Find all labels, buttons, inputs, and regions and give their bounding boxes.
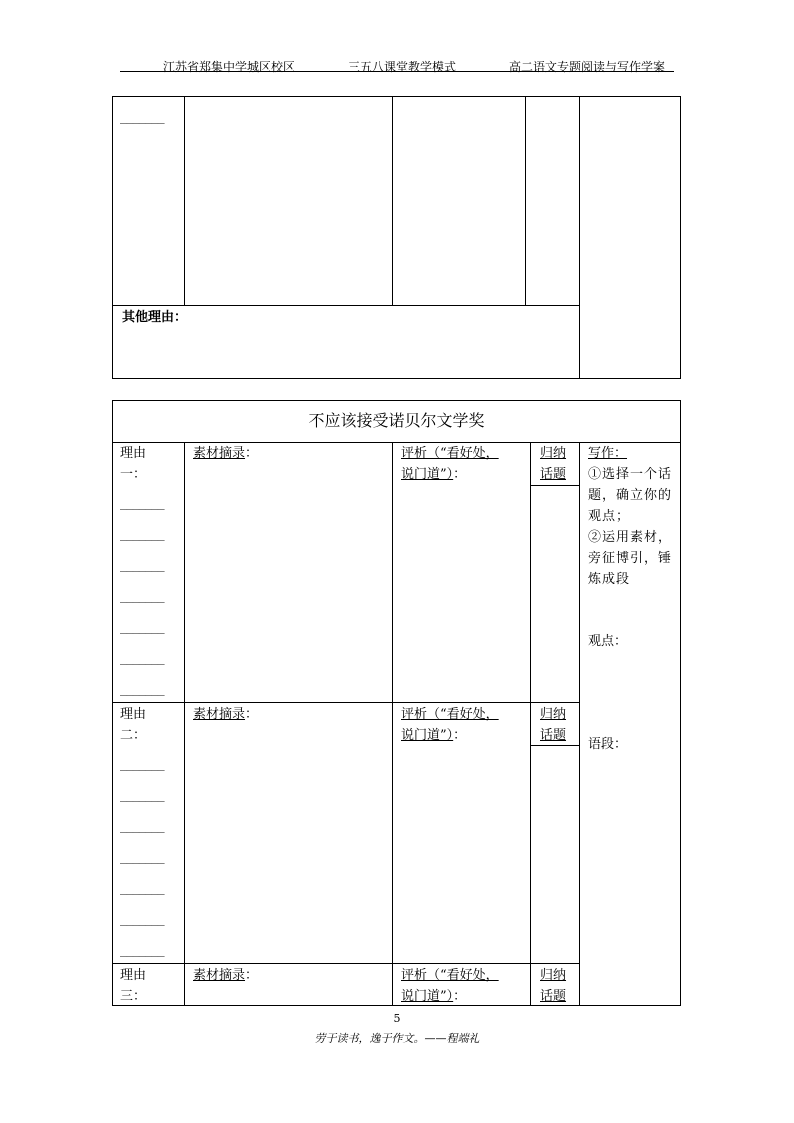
blank-line: _______ <box>120 788 164 802</box>
reason2-label: 理由二： <box>120 707 147 743</box>
page-number: 5 <box>393 1012 401 1025</box>
top-col-divider <box>392 96 393 305</box>
top-col-divider <box>525 96 526 305</box>
reason1-label: 理由一： <box>120 446 147 482</box>
blank-line: _______ <box>120 589 164 603</box>
col-divider <box>392 442 393 1006</box>
blank-line: _______ <box>120 912 164 926</box>
blank-line: _______ <box>120 651 164 665</box>
header-course: 高二语文专题阅读与写作学案 <box>509 60 666 74</box>
header-mode: 三五八课堂教学模式 <box>348 60 457 74</box>
other-reasons-label: 其他理由： <box>122 310 188 325</box>
blank-line: _______ <box>120 558 164 572</box>
viewpoint-label: 观点： <box>588 634 628 649</box>
header-school: 江苏省郑集中学城区校区 <box>163 60 296 74</box>
paragraph-label: 语段： <box>588 737 628 752</box>
top-col-divider <box>579 96 580 379</box>
topic-divider <box>530 485 579 486</box>
top-table <box>112 96 681 379</box>
analysis-label: 评析（“看好处，说门道”）： <box>401 968 499 1004</box>
blank-line: _______ <box>120 527 164 541</box>
blank-line: _______ <box>120 682 164 696</box>
analysis-label: 评析（“看好处，说门道”）： <box>401 446 499 482</box>
col-divider <box>530 442 531 1006</box>
top-col-divider <box>184 96 185 305</box>
writing-title: 写作： <box>588 446 628 461</box>
material-label: 素材摘录： <box>193 707 259 722</box>
footer-motto: 劳于读书，逸于作文。——程端礼 <box>314 1032 480 1045</box>
col-divider <box>579 442 580 1006</box>
blank-line: _______ <box>120 943 164 957</box>
col-divider <box>184 442 185 1006</box>
row-divider <box>112 963 579 964</box>
material-label: 素材摘录： <box>193 446 259 461</box>
topic-label: 归纳话题 <box>540 968 567 1004</box>
analysis-label: 评析（“看好处，说门道”）： <box>401 707 499 743</box>
blank-line: _______ <box>120 757 164 771</box>
material-label: 素材摘录： <box>193 968 259 983</box>
blank-line: _______ <box>120 620 164 634</box>
topic-label: 归纳话题 <box>540 707 567 743</box>
topic-label: 归纳话题 <box>540 446 567 482</box>
writing-step2: ②运用素材，旁征博引，锤炼成段 <box>588 530 673 587</box>
writing-step1: ①选择一个话题，确立你的观点； <box>588 467 673 524</box>
blank-line: _______ <box>120 881 164 895</box>
row-divider <box>112 702 579 703</box>
header-rule <box>120 71 674 72</box>
blank-line: _______ <box>120 496 164 510</box>
reason3-label: 理由三： <box>120 968 147 1004</box>
top-row-divider <box>112 305 579 306</box>
table-title: 不应该接受诺贝尔文学奖 <box>308 411 485 430</box>
blank-line: _______ <box>120 110 164 124</box>
blank-line: _______ <box>120 819 164 833</box>
blank-line: _______ <box>120 850 164 864</box>
